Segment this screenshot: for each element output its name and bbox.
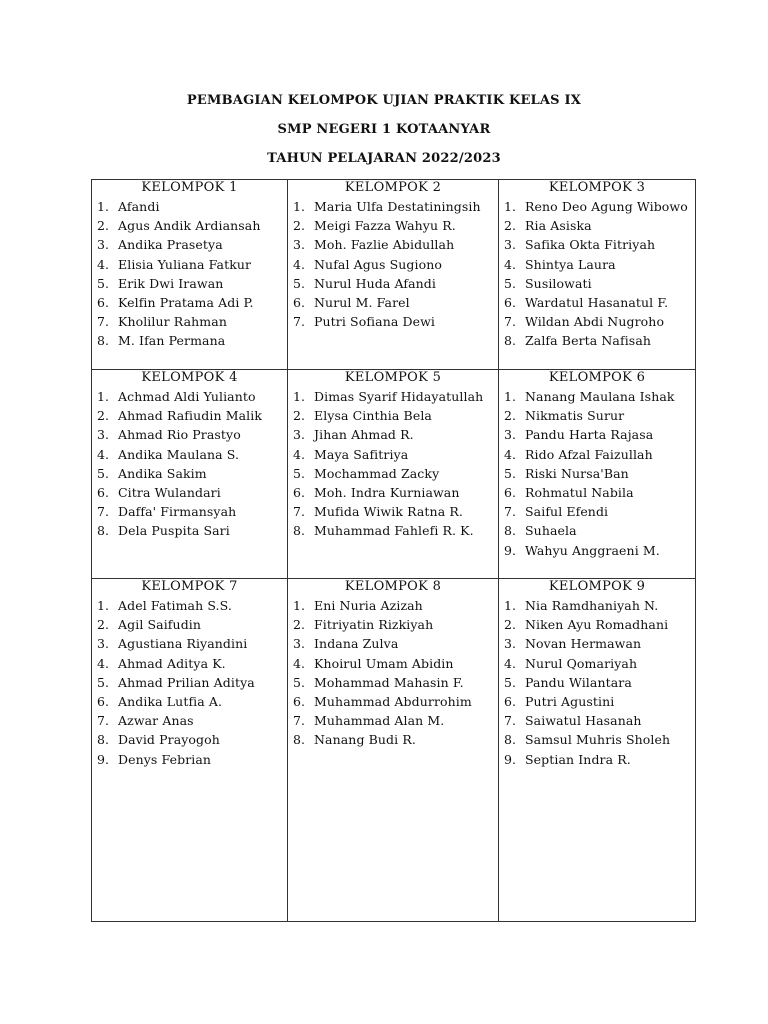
member-number: 8. (97, 523, 110, 539)
member-number: 6. (293, 485, 306, 501)
member-item (288, 387, 498, 406)
member-number: 5. (504, 465, 517, 481)
member-item (499, 255, 695, 274)
member-number: 1. (97, 389, 110, 404)
member-number: 2. (504, 617, 517, 633)
member-list (92, 197, 287, 351)
member-name: Azwar Anas (118, 713, 194, 729)
member-number: 8. (504, 732, 517, 748)
member-number: 7. (97, 504, 110, 520)
group-row (92, 579, 696, 922)
member-item (499, 596, 695, 615)
member-name: Zalfa Berta Nafisah (525, 333, 652, 349)
member-item (499, 445, 695, 464)
member-item (288, 312, 498, 331)
member-number: 7. (504, 504, 517, 520)
member-item (92, 502, 287, 521)
member-number: 5. (293, 275, 306, 291)
school-name: SMP NEGERI 1 KOTAANYAR (277, 122, 491, 137)
member-number: 6. (97, 694, 110, 710)
member-name: Daffa' Firmansyah (118, 504, 237, 520)
member-number: 3. (504, 427, 517, 443)
member-item (288, 673, 498, 692)
member-number: 2. (293, 617, 306, 633)
member-number: 8. (504, 523, 517, 539)
member-name: Mochammad Zacky (314, 465, 440, 481)
member-number: 6. (293, 694, 306, 710)
member-item (499, 541, 695, 560)
member-item (288, 197, 498, 216)
member-name: Citra Wulandari (118, 485, 221, 501)
member-name: Agustiana Riyandini (118, 636, 248, 652)
member-item (92, 654, 287, 673)
member-name: Safika Okta Fitriyah (525, 237, 656, 253)
member-item (92, 216, 287, 235)
member-item (499, 197, 695, 216)
member-number: 7. (97, 713, 110, 729)
member-number: 8. (293, 732, 306, 748)
member-name: Indana Zulva (314, 636, 399, 652)
member-item (288, 502, 498, 521)
member-number: 7. (504, 713, 517, 729)
member-number: 3. (504, 237, 517, 253)
member-number: 1. (504, 598, 517, 613)
member-item (499, 293, 695, 312)
member-item (499, 235, 695, 254)
member-name: Maya Safitriya (314, 446, 409, 462)
member-name: Wahyu Anggraeni M. (525, 542, 660, 558)
member-number: 6. (504, 694, 517, 710)
member-item (499, 750, 695, 769)
member-list (288, 387, 498, 541)
member-item (288, 235, 498, 254)
member-name: Dimas Syarif Hidayatullah (314, 389, 484, 404)
member-number: 9. (504, 542, 517, 558)
member-name: Riski Nursa'Ban (525, 465, 629, 481)
member-name: Septian Indra R. (525, 751, 631, 767)
member-name: Fitriyatin Rizkiyah (314, 617, 434, 633)
member-name: Nanang Maulana Ishak (525, 389, 675, 404)
member-name: Rido Afzal Faizullah (525, 446, 653, 462)
member-name: Nurul Qomariyah (525, 655, 638, 671)
group-cell (288, 370, 499, 579)
member-number: 4. (293, 256, 306, 272)
member-number: 6. (97, 295, 110, 311)
member-name: Pandu Wilantara (525, 674, 632, 690)
member-number: 3. (504, 636, 517, 652)
member-name: Agil Saifudin (118, 617, 202, 633)
member-name: Maria Ulfa Destatiningsih (314, 199, 481, 214)
member-name: Meigi Fazza Wahyu R. (314, 218, 456, 234)
member-item (499, 312, 695, 331)
member-item (499, 406, 695, 425)
member-item (288, 692, 498, 711)
member-name: Moh. Fazlie Abidullah (314, 237, 455, 253)
member-name: Muhammad Alan M. (314, 713, 445, 729)
member-number: 1. (293, 598, 306, 613)
member-name: Denys Febrian (118, 751, 212, 767)
member-number: 7. (293, 314, 306, 330)
member-number: 3. (97, 237, 110, 253)
group-title: KELOMPOK 1 (141, 180, 238, 195)
member-name: M. Ifan Permana (118, 333, 226, 349)
member-item (499, 711, 695, 730)
member-list (92, 596, 287, 769)
member-number: 2. (293, 408, 306, 424)
group-title: KELOMPOK 6 (548, 370, 646, 385)
member-number: 4. (97, 655, 110, 671)
member-name: Rohmatul Nabila (525, 485, 634, 501)
member-name: Suhaela (525, 523, 577, 539)
member-number: 4. (293, 655, 306, 671)
member-number: 8. (97, 333, 110, 349)
member-number: 2. (97, 408, 110, 424)
member-name: Jihan Ahmad R. (314, 427, 414, 443)
member-item (92, 445, 287, 464)
member-number: 8. (504, 333, 517, 349)
member-name: Wildan Abdi Nugroho (525, 314, 665, 330)
member-list (288, 197, 498, 331)
member-item (288, 216, 498, 235)
member-name: Nurul M. Farel (314, 295, 410, 311)
member-item (92, 406, 287, 425)
member-name: Nikmatis Surur (525, 408, 625, 424)
group-cell (499, 180, 696, 370)
member-number: 9. (97, 751, 110, 767)
member-item (92, 255, 287, 274)
member-name: Andika Lutfia A. (118, 694, 223, 710)
member-list (288, 596, 498, 750)
member-item (92, 692, 287, 711)
member-name: Muhammad Fahlefi R. K. (314, 523, 474, 539)
member-item (288, 596, 498, 615)
group-title: KELOMPOK 3 (548, 180, 646, 195)
member-number: 4. (504, 256, 517, 272)
member-number: 6. (504, 485, 517, 501)
member-name: Erik Dwi Irawan (118, 275, 224, 291)
member-number: 7. (293, 713, 306, 729)
member-name: Novan Hermawan (525, 636, 642, 652)
group-cell (288, 579, 499, 922)
member-number: 7. (293, 504, 306, 520)
member-number: 5. (293, 465, 306, 481)
group-table (91, 179, 696, 922)
member-name: Ahmad Rio Prastyo (118, 427, 241, 443)
member-name: Ahmad Prilian Aditya (118, 674, 255, 690)
member-item (92, 521, 287, 540)
member-number: 5. (293, 674, 306, 690)
member-name: Adel Fatimah S.S. (118, 598, 232, 613)
member-name: Andika Maulana S. (118, 446, 240, 462)
member-name: Achmad Aldi Yulianto (118, 389, 256, 404)
member-item (288, 730, 498, 749)
member-name: Pandu Harta Rajasa (525, 427, 654, 443)
member-number: 2. (293, 218, 306, 234)
member-item (92, 615, 287, 634)
member-number: 5. (97, 674, 110, 690)
group-cell (92, 370, 288, 579)
member-item (499, 692, 695, 711)
member-number: 2. (504, 408, 517, 424)
group-title: KELOMPOK 7 (141, 579, 238, 594)
member-number: 4. (97, 256, 110, 272)
academic-year: TAHUN PELAJARAN 2022/2023 (267, 151, 501, 166)
member-name: Putri Agustini (525, 694, 615, 710)
member-number: 1. (504, 199, 517, 214)
member-number: 4. (97, 446, 110, 462)
member-item (499, 634, 695, 653)
member-item (499, 615, 695, 634)
member-name: Elysa Cinthia Bela (314, 408, 432, 424)
member-name: Dela Puspita Sari (118, 523, 230, 539)
member-item (288, 255, 498, 274)
group-cell (92, 579, 288, 922)
member-name: Andika Sakim (118, 465, 207, 481)
member-item (288, 711, 498, 730)
member-number: 8. (293, 523, 306, 539)
member-item (92, 293, 287, 312)
member-name: Wardatul Hasanatul F. (525, 295, 669, 311)
member-item (499, 730, 695, 749)
member-name: Afandi (118, 199, 160, 214)
member-number: 3. (293, 427, 306, 443)
member-item (92, 596, 287, 615)
member-number: 2. (97, 617, 110, 633)
member-name: Susilowati (525, 275, 592, 291)
member-name: Eni Nuria Azizah (314, 598, 423, 613)
member-number: 3. (293, 237, 306, 253)
member-item (92, 730, 287, 749)
member-name: Khoirul Umam Abidin (314, 655, 454, 671)
member-name: Nanang Budi R. (314, 732, 416, 748)
member-name: Ria Asiska (525, 218, 592, 234)
group-row (92, 180, 696, 370)
member-number: 6. (97, 485, 110, 501)
member-name: Ahmad Aditya K. (118, 655, 226, 671)
member-item (288, 293, 498, 312)
member-item (288, 464, 498, 483)
member-item (499, 464, 695, 483)
member-item (288, 634, 498, 653)
group-cell (499, 370, 696, 579)
document-title: PEMBAGIAN KELOMPOK UJIAN PRAKTIK KELAS IX (186, 93, 582, 108)
group-cell (92, 180, 288, 370)
member-name: Elisia Yuliana Fatkur (118, 256, 252, 272)
member-item (499, 673, 695, 692)
member-number: 3. (97, 636, 110, 652)
member-number: 5. (97, 275, 110, 291)
member-item (288, 425, 498, 444)
member-number: 1. (97, 598, 110, 613)
member-item (92, 634, 287, 653)
member-number: 4. (504, 655, 517, 671)
member-number: 1. (97, 199, 110, 214)
member-item (92, 235, 287, 254)
member-number: 5. (504, 674, 517, 690)
member-name: Mufida Wiwik Ratna R. (314, 504, 463, 520)
member-item (92, 387, 287, 406)
group-cell (288, 180, 499, 370)
member-item (92, 673, 287, 692)
member-number: 3. (293, 636, 306, 652)
group-row (92, 370, 696, 579)
member-name: Reno Deo Agung Wibowo (525, 199, 688, 214)
member-item (499, 274, 695, 293)
member-name: Nia Ramdhaniyah N. (525, 598, 659, 613)
member-item (499, 654, 695, 673)
member-number: 1. (293, 389, 306, 404)
member-item (288, 521, 498, 540)
member-item (288, 615, 498, 634)
member-number: 4. (293, 446, 306, 462)
member-item (92, 331, 287, 350)
member-item (499, 216, 695, 235)
member-item (92, 483, 287, 502)
member-name: Putri Sofiana Dewi (314, 314, 435, 330)
member-name: Nurul Huda Afandi (314, 275, 437, 291)
member-number: 3. (97, 427, 110, 443)
group-title: KELOMPOK 2 (344, 180, 442, 195)
member-number: 4. (504, 446, 517, 462)
member-number: 2. (97, 218, 110, 234)
member-list (499, 197, 695, 351)
member-number: 7. (97, 314, 110, 330)
member-item (288, 445, 498, 464)
member-name: Shintya Laura (525, 256, 616, 272)
member-item (288, 406, 498, 425)
member-name: Samsul Muhris Sholeh (525, 732, 671, 748)
group-title: KELOMPOK 8 (344, 579, 442, 594)
member-item (92, 750, 287, 769)
member-number: 9. (504, 751, 517, 767)
member-name: Mohammad Mahasin F. (314, 674, 464, 690)
member-number: 2. (504, 218, 517, 234)
member-name: Kholilur Rahman (118, 314, 227, 330)
member-item (499, 483, 695, 502)
member-item (499, 521, 695, 540)
group-title: KELOMPOK 9 (548, 579, 646, 594)
member-number: 5. (97, 465, 110, 481)
member-number: 6. (504, 295, 517, 311)
member-name: Ahmad Rafiudin Malik (118, 408, 263, 424)
member-name: David Prayogoh (118, 732, 220, 748)
member-item (92, 464, 287, 483)
member-name: Kelfin Pratama Adi P. (118, 295, 254, 311)
member-name: Muhammad Abdurrohim (314, 694, 472, 710)
member-list (499, 596, 695, 769)
member-name: Nufal Agus Sugiono (314, 256, 443, 272)
member-item (288, 274, 498, 293)
member-number: 7. (504, 314, 517, 330)
member-item (92, 312, 287, 331)
member-list (499, 387, 695, 560)
member-number: 8. (97, 732, 110, 748)
member-item (288, 483, 498, 502)
member-item (499, 502, 695, 521)
group-title: KELOMPOK 4 (141, 370, 238, 385)
member-item (288, 654, 498, 673)
member-item (499, 387, 695, 406)
member-name: Saiwatul Hasanah (525, 713, 642, 729)
member-item (499, 331, 695, 350)
member-number: 1. (504, 389, 517, 404)
member-number: 1. (293, 199, 306, 214)
member-list (92, 387, 287, 541)
member-number: 5. (504, 275, 517, 291)
member-item (92, 274, 287, 293)
member-name: Andika Prasetya (118, 237, 223, 253)
member-name: Saiful Efendi (525, 504, 609, 520)
member-name: Agus Andik Ardiansah (118, 218, 261, 234)
group-title: KELOMPOK 5 (344, 370, 442, 385)
member-name: Moh. Indra Kurniawan (314, 485, 460, 501)
member-item (92, 197, 287, 216)
member-name: Niken Ayu Romadhani (525, 617, 669, 633)
group-cell (499, 579, 696, 922)
member-item (499, 425, 695, 444)
member-number: 6. (293, 295, 306, 311)
member-item (92, 711, 287, 730)
member-item (92, 425, 287, 444)
